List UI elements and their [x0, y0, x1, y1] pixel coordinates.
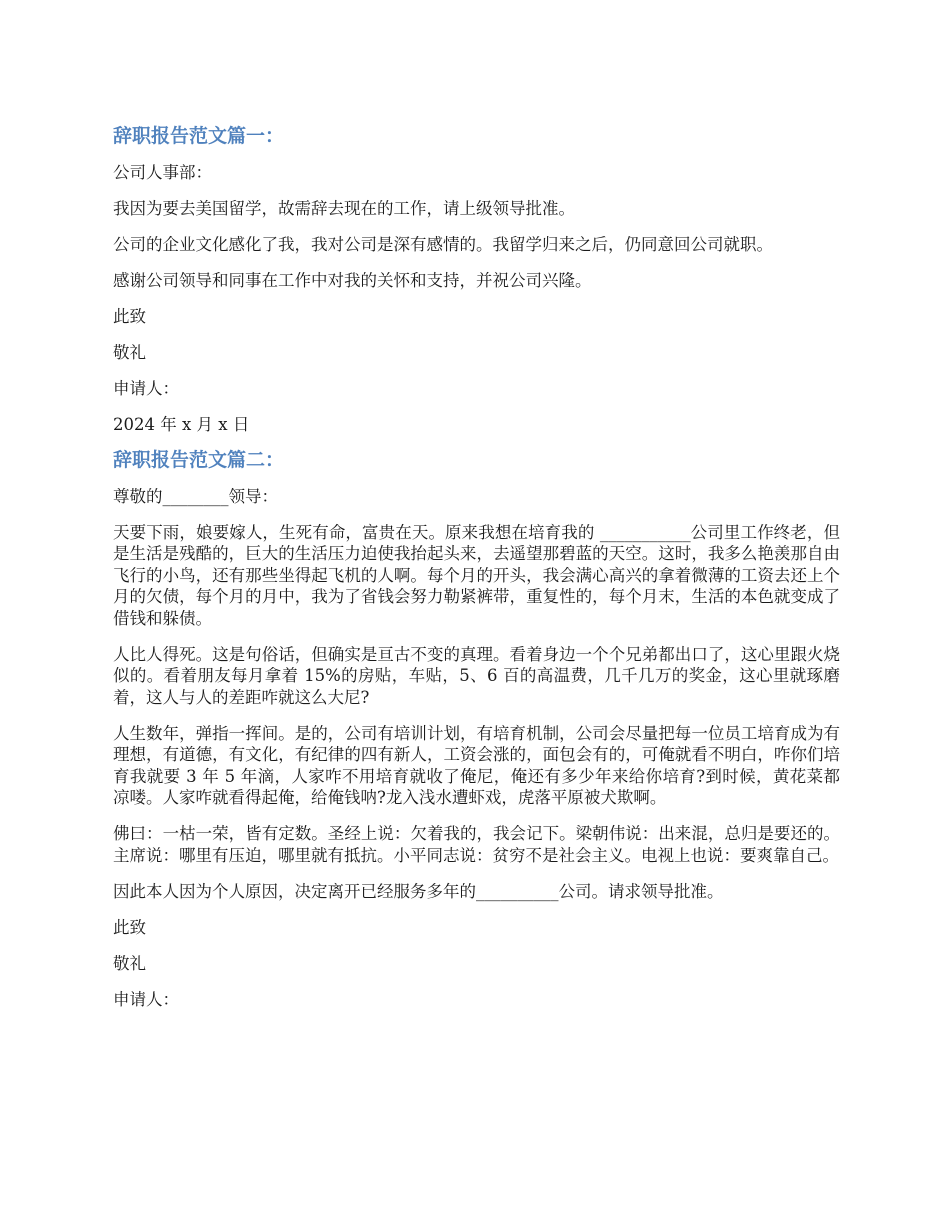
s2-paragraph-2: 人比人得死。这是句俗话，但确实是亘古不变的真理。看着身边一个个兄弟都出口了，这心里跟火烧似的。看着朋友每月拿着 15%的房贴，车贴，5、6 百的高温费，几千几万的奖金，这心里就琢磨着，这人与人的差距咋就这么大尼? — [113, 644, 840, 707]
section-2-title: 辞职报告范文篇二： — [113, 448, 285, 471]
s1-closing-1: 此致 — [113, 307, 146, 326]
s1-applicant: 申请人： — [113, 379, 179, 398]
s1-paragraph-3: 感谢公司领导和同事在工作中对我的关怀和支持，并祝公司兴隆。 — [113, 271, 592, 290]
s2-paragraph-5: 因此本人因为个人原因，决定离开已经服务多年的__________公司。请求领导批准。 — [113, 881, 724, 901]
s2-closing-1: 此致 — [113, 917, 146, 937]
s2-salutation: 尊敬的________领导： — [113, 486, 278, 506]
section-1-title: 辞职报告范文篇一： — [113, 125, 285, 147]
s1-paragraph-1: 我因为要去美国留学，故需辞去现在的工作，请上级领导批准。 — [113, 199, 575, 218]
s1-salutation: 公司人事部： — [113, 163, 212, 182]
s2-applicant: 申请人： — [113, 989, 179, 1009]
s1-date: 2024 年 x 月 x 日 — [113, 415, 250, 434]
s1-paragraph-2: 公司的企业文化感化了我，我对公司是深有感情的。我留学归来之后，仍同意回公司就职。 — [113, 235, 773, 254]
s1-closing-2: 敬礼 — [113, 343, 146, 362]
s2-paragraph-1: 天要下雨，娘要嫁人，生死有命，富贵在天。原来我想在培育我的 ___________公司里工作终老，但是生活是残酷的，巨大的生活压力迫使我抬起头来，去遥望那碧蓝的天空。这时，我多么艳羡那自由飞行的小鸟，还有那些坐得起飞机的人啊。每个月的开头，我会满心高兴的拿着微薄的工资去还上个月的欠债，每个月的月中，我为了省钱会努力勒紧裤带，重复性的，每个月末，生活的本色就变成了借钱和躲债。 — [113, 522, 840, 628]
s2-closing-2: 敬礼 — [113, 953, 146, 973]
s2-paragraph-3: 人生数年，弹指一挥间。是的，公司有培训计划，有培育机制，公司会尽量把每一位员工培育成为有理想，有道德，有文化，有纪律的四有新人，工资会涨的，面包会有的，可俺就看不明白，咋你们培育我就要 3 年 5 年滴，人家咋不用培育就收了俺尼，俺还有多少年来给你培育?到时候，黄花菜都凉喽。人家咋就看得起俺，给俺钱呐?龙入浅水遭虾戏，虎落平原被犬欺啊。 — [113, 723, 840, 807]
document-page — [113, 124, 840, 1025]
s2-paragraph-4: 佛曰：一枯一荣，皆有定数。圣经上说：欠着我的，我会记下。梁朝伟说：出来混，总归是要还的。主席说：哪里有压迫，哪里就有抵抗。小平同志说：贫穷不是社会主义。电视上也说：要爽靠自己。 — [113, 824, 840, 865]
